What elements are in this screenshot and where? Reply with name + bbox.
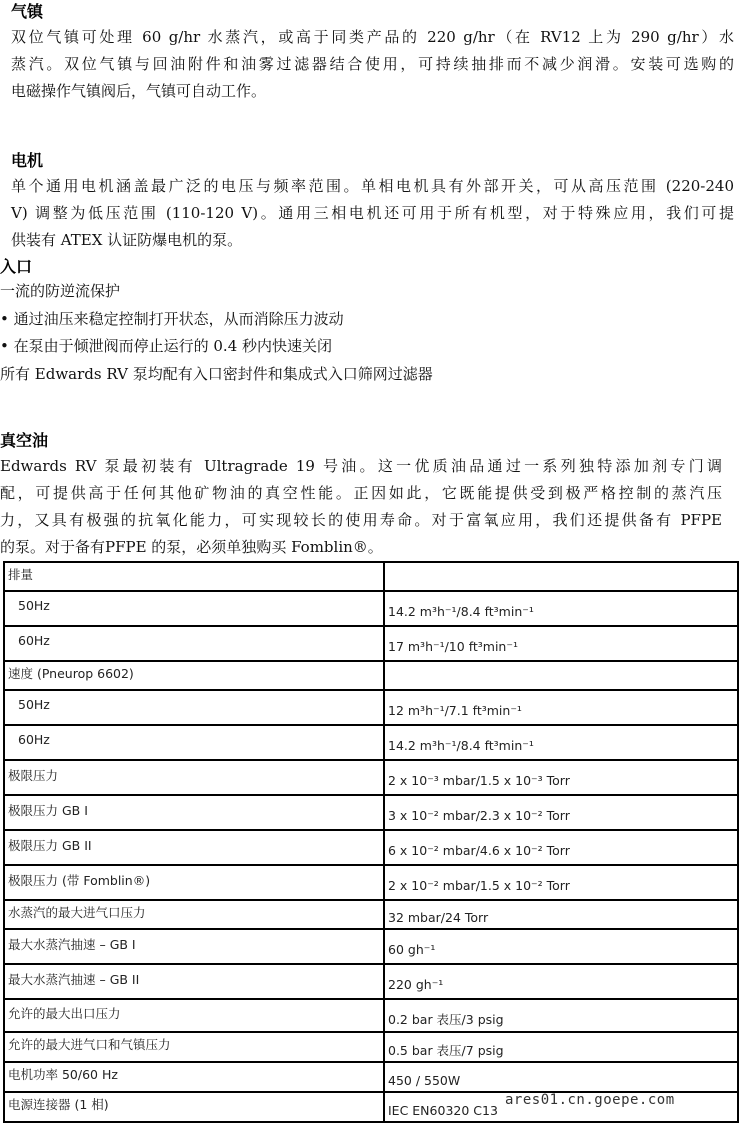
spec-value: 14.2 m³h⁻¹/8.4 ft³min⁻¹ xyxy=(388,604,534,619)
inlet-bullet: • 在泵由于倾泄阀而停止运行的 0.4 秒内快速关闭 xyxy=(0,337,333,355)
spec-label-cell xyxy=(4,964,384,999)
spec-label-cell xyxy=(4,690,384,725)
spec-value-cell xyxy=(384,725,738,760)
paragraph-line: 配，可提供高于任何其他矿物油的真空性能。正因如此，它既能提供受到极严格控制的蒸汽压 xyxy=(0,484,722,502)
paragraph-line: 双位气镇可处理 60 g/hr 水蒸汽，或高于同类产品的 220 g/hr（在 RV12 上为 290 g/hr）水 xyxy=(11,28,734,46)
spec-label: 极限压力 GB I xyxy=(8,802,88,818)
table-row xyxy=(4,795,738,830)
spec-label-cell xyxy=(4,1092,384,1122)
spec-label: 排量 xyxy=(8,566,34,582)
spec-value-cell xyxy=(384,562,738,591)
spec-value-cell xyxy=(384,760,738,795)
spec-value: 0.2 bar 表压/3 psig xyxy=(388,1011,504,1027)
spec-value: 3 x 10⁻² mbar/2.3 x 10⁻² Torr xyxy=(388,808,570,823)
spec-label-cell xyxy=(4,562,384,591)
spec-value-cell xyxy=(384,591,738,626)
table-row xyxy=(4,690,738,725)
paragraph-line: 单个通用电机涵盖最广泛的电压与频率范围。单相电机具有外部开关，可从高压范围 (220-240 xyxy=(11,177,734,195)
spec-value-cell xyxy=(384,929,738,964)
gas-ballast-paragraph xyxy=(11,24,734,105)
table-row xyxy=(4,964,738,999)
spec-label: 极限压力 (带 Fomblin®) xyxy=(8,872,151,888)
table-row xyxy=(4,999,738,1032)
spec-label-cell xyxy=(4,795,384,830)
spec-value-cell xyxy=(384,795,738,830)
spec-value-cell xyxy=(384,900,738,929)
spec-value: 0.5 bar 表压/7 psig xyxy=(388,1043,504,1058)
table-row xyxy=(4,1062,738,1092)
spec-value: 2 x 10⁻² mbar/1.5 x 10⁻² Torr xyxy=(388,878,570,893)
table-row xyxy=(4,661,738,690)
spec-value: 17 m³h⁻¹/10 ft³min⁻¹ xyxy=(388,639,518,654)
spec-value-cell xyxy=(384,865,738,900)
spec-label: 60Hz xyxy=(18,732,50,747)
spec-label-cell xyxy=(4,865,384,900)
spec-value: 12 m³h⁻¹/7.1 ft³min⁻¹ xyxy=(388,703,522,718)
spec-label-cell xyxy=(4,929,384,964)
spec-value: 2 x 10⁻³ mbar/1.5 x 10⁻³ Torr xyxy=(388,773,570,788)
table-row xyxy=(4,865,738,900)
spec-value: IEC EN60320 C13 xyxy=(388,1102,498,1118)
paragraph-line: Edwards RV 泵最初装有 Ultragrade 19 号油。这一优质油品通过一系列独特添加剂专门调 xyxy=(0,457,722,475)
table-row xyxy=(4,830,738,865)
table-row xyxy=(4,725,738,760)
vacuum-oil-paragraph xyxy=(0,453,722,561)
spec-label: 60Hz xyxy=(18,633,50,648)
spec-value: 450 / 550W xyxy=(388,1072,461,1088)
spec-value: 6 x 10⁻² mbar/4.6 x 10⁻² Torr xyxy=(388,843,570,858)
spec-label-cell xyxy=(4,900,384,929)
table-row xyxy=(4,929,738,964)
spec-table xyxy=(3,561,739,1123)
motor-title: 电机 xyxy=(11,151,44,170)
inlet-note: 所有 Edwards RV 泵均配有入口密封件和集成式入口筛网过滤器 xyxy=(0,365,433,383)
spec-label: 50Hz xyxy=(18,697,50,712)
spec-label: 允许的最大出口压力 xyxy=(8,1005,121,1021)
spec-value-cell xyxy=(384,690,738,725)
table-row xyxy=(4,760,738,795)
spec-value-cell xyxy=(384,661,738,690)
spec-value: 32 mbar/24 Torr xyxy=(388,910,489,925)
watermark: ares01.cn.goepe.com xyxy=(505,1092,675,1108)
spec-label-cell xyxy=(4,1032,384,1062)
paragraph-line: 力，又具有极强的抗氧化能力，可实现较长的使用寿命。对于富氧应用，我们还提供备有 PFPE xyxy=(0,511,722,529)
paragraph-line: V) 调整为低压范围 (110-120 V)。通用三相电机还可用于所有机型，对于特殊应用，我们可提 xyxy=(11,204,734,222)
paragraph-line: 蒸汽。双位气镇与回油附件和油雾过滤器结合使用，可持续抽排而不减少润滑。安装可选购的 xyxy=(11,55,734,73)
spec-value: 220 gh⁻¹ xyxy=(388,977,444,992)
spec-label-cell xyxy=(4,760,384,795)
spec-value-cell xyxy=(384,964,738,999)
spec-value-cell xyxy=(384,626,738,661)
paragraph-line: 电磁操作气镇阀后，气镇可自动工作。 xyxy=(11,82,267,100)
spec-label: 电源连接器 (1 相) xyxy=(8,1097,109,1112)
spec-label: 电机功率 50/60 Hz xyxy=(8,1067,118,1082)
inlet-intro: 一流的防逆流保护 xyxy=(0,282,121,300)
spec-label: 最大水蒸汽抽速 – GB II xyxy=(8,971,140,987)
spec-value: 14.2 m³h⁻¹/8.4 ft³min⁻¹ xyxy=(388,738,534,753)
spec-label: 水蒸汽的最大进气口压力 xyxy=(8,904,146,920)
table-row xyxy=(4,900,738,929)
spec-label: 极限压力 xyxy=(8,767,59,783)
spec-label: 允许的最大进气口和气镇压力 xyxy=(8,1037,171,1052)
table-row xyxy=(4,562,738,591)
spec-table-body xyxy=(4,562,738,1122)
inlet-bullet: • 通过油压来稳定控制打开状态，从而消除压力波动 xyxy=(0,310,344,328)
vacuum-oil-title: 真空油 xyxy=(0,431,49,450)
spec-value-cell xyxy=(384,830,738,865)
spec-value: 60 gh⁻¹ xyxy=(388,942,436,957)
spec-value-cell xyxy=(384,1032,738,1062)
table-row xyxy=(4,591,738,626)
spec-label-cell xyxy=(4,591,384,626)
table-row xyxy=(4,626,738,661)
spec-label: 速度 (Pneurop 6602) xyxy=(8,665,134,681)
spec-label: 50Hz xyxy=(18,598,50,613)
spec-label-cell xyxy=(4,830,384,865)
paragraph-line: 的泵。对于备有PFPE 的泵，必须单独购买 Fomblin®。 xyxy=(0,538,383,556)
spec-label-cell xyxy=(4,661,384,690)
spec-value-cell xyxy=(384,999,738,1032)
spec-label-cell xyxy=(4,999,384,1032)
paragraph-line: 供装有 ATEX 认证防爆电机的泵。 xyxy=(11,231,243,249)
spec-label-cell xyxy=(4,626,384,661)
spec-label-cell xyxy=(4,1062,384,1092)
motor-paragraph xyxy=(11,173,734,254)
spec-value-cell xyxy=(384,1062,738,1092)
spec-label: 极限压力 GB II xyxy=(8,837,92,853)
inlet-title: 入口 xyxy=(0,257,33,276)
gas-ballast-title: 气镇 xyxy=(11,2,44,21)
table-row xyxy=(4,1032,738,1062)
spec-label-cell xyxy=(4,725,384,760)
spec-label: 最大水蒸汽抽速 – GB I xyxy=(8,936,136,952)
